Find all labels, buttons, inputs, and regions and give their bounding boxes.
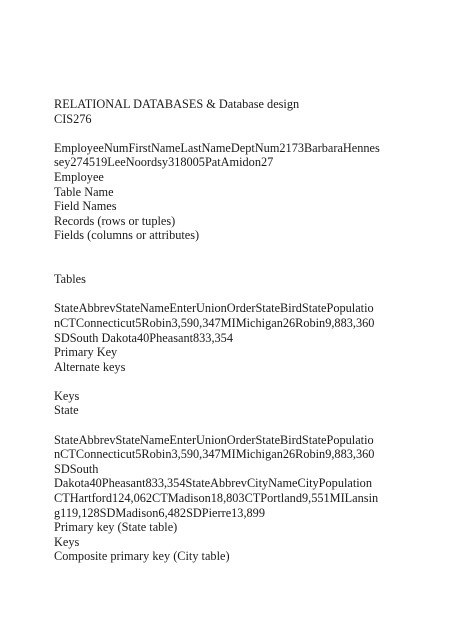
state-city-text-line-4: Dakota40Pheasant833,354StateAbbrevCityNameCityPopulation	[54, 476, 372, 491]
spacer	[54, 243, 414, 272]
spacer	[54, 374, 414, 389]
employee-table-text-line-2: sey274519LeeNoordsy318005PatAmidon27	[54, 155, 274, 170]
label-alternate-keys: Alternate keys	[54, 359, 126, 374]
state-table-text-line-2: nCTConnecticut5Robin3,590,347MIMichigan26Robin9,883,360	[54, 315, 375, 330]
employee-table-text-line-1: EmployeeNumFirstNameLastNameDeptNum2173BarbaraHennes	[54, 140, 380, 155]
document-page	[54, 97, 414, 564]
label-field-names: Field Names	[54, 199, 117, 214]
state-table-text-line-1: StateAbbrevStateNameEnterUnionOrderStateBirdStatePopulatio	[54, 301, 374, 316]
document-title: RELATIONAL DATABASES & Database design	[54, 97, 300, 111]
section-heading-tables: Tables	[54, 272, 86, 287]
state-table-text-line-3: SDSouth Dakota40Pheasant833,354	[54, 330, 233, 345]
label-keys: Keys	[54, 534, 80, 549]
label-primary-key: Primary Key	[54, 345, 118, 360]
state-city-text-line-3: SDSouth	[54, 461, 99, 476]
spacer	[54, 418, 414, 433]
label-employee: Employee	[54, 169, 104, 184]
label-records: Records (rows or tuples)	[54, 213, 176, 228]
state-city-text-line-5: CTHartford124,062CTMadison18,803CTPortland9,551MILansin	[54, 491, 379, 506]
course-code: CIS276	[54, 111, 92, 126]
spacer	[54, 126, 414, 141]
label-primary-key-state-table: Primary key (State table)	[54, 520, 178, 535]
section-heading-keys: Keys	[54, 388, 80, 403]
label-table-name: Table Name	[54, 184, 114, 199]
section-heading-state: State	[54, 403, 79, 418]
spacer	[54, 287, 414, 302]
label-composite-primary-key: Composite primary key (City table)	[54, 549, 230, 564]
state-city-text-line-6: g119,128SDMadison6,482SDPierre13,899	[54, 505, 265, 520]
label-fields: Fields (columns or attributes)	[54, 228, 200, 243]
state-city-text-line-2: nCTConnecticut5Robin3,590,347MIMichigan26Robin9,883,360	[54, 447, 375, 462]
state-city-text-line-1: StateAbbrevStateNameEnterUnionOrderStateBirdStatePopulatio	[54, 432, 374, 447]
